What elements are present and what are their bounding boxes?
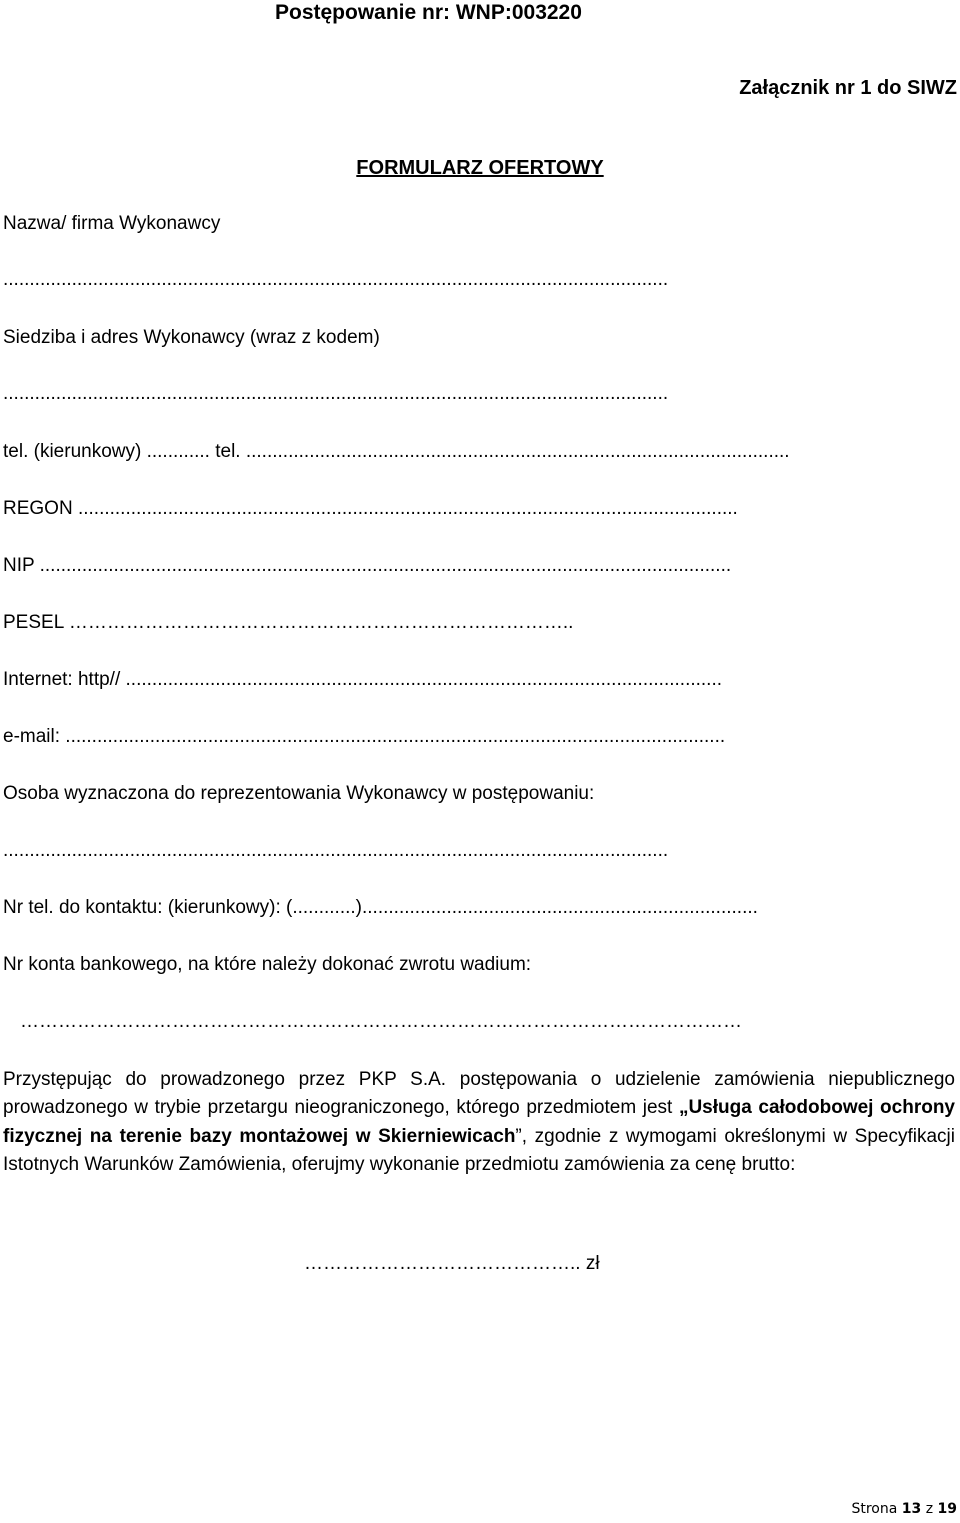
internet-field[interactable]: Internet: http// ................................................................................................................. — [3, 669, 723, 690]
offer-intro: Przystępując do prowadzonego przez PKP S.A. postępowania o udzielenie zamówienia niepublicznego prowadzonego w trybie przetargu nieograniczonego, którego przedmiotem jest — [3, 1069, 955, 1119]
form-title: FORMULARZ OFERTOWY — [356, 157, 604, 179]
address-label: Siedziba i adres Wykonawcy (wraz z kodem) — [3, 327, 380, 348]
company-name-field[interactable]: .............................................................................................................................. — [3, 269, 669, 290]
bank-account-field[interactable]: …………………………………………………………………………………………………… — [20, 1011, 742, 1032]
page-footer — [851, 1501, 957, 1517]
representative-field[interactable]: .............................................................................................................................. — [3, 840, 669, 861]
footer-label: Strona — [851, 1501, 898, 1517]
gross-price-field[interactable]: …………………………………….. zł — [304, 1253, 600, 1274]
regon-field[interactable]: REGON ............................................................................................................................. — [3, 498, 738, 519]
nip-field[interactable]: NIP ................................................................................................................................... — [3, 555, 732, 576]
representative-label: Osoba wyznaczona do reprezentowania Wykonawcy w postępowaniu: — [3, 783, 595, 804]
offer-outro: ”, zgodnie z wymogami określonymi w Specyfikacji Istotnych Warunków Zamówienia, oferujmy wykonanie przedmiotu zamówienia za cenę brutto: — [3, 1125, 955, 1175]
address-field[interactable]: .............................................................................................................................. — [3, 383, 669, 404]
company-name-label: Nazwa/ firma Wykonawcy — [3, 213, 221, 234]
footer-page-number: 13 — [901, 1501, 922, 1517]
procedure-number: Postępowanie nr: WNP:003220 — [275, 1, 582, 24]
contact-phone-field[interactable]: Nr tel. do kontaktu: (kierunkowy): (............)........................................................................... — [3, 897, 758, 918]
footer-of: z — [925, 1501, 934, 1517]
attachment-label: Załącznik nr 1 do SIWZ — [739, 77, 957, 99]
pesel-field[interactable]: PESEL …………………………………………………………………….. — [3, 612, 574, 633]
bank-account-label: Nr konta bankowego, na które należy dokonać zwrotu wadium: — [3, 954, 532, 975]
email-field[interactable]: e-mail: ............................................................................................................................. — [3, 726, 726, 747]
phone-field[interactable]: tel. (kierunkowy) ............ tel. ....................................................................................................... — [3, 441, 790, 462]
offer-subject: „Usługa całodobowej ochrony fizycznej na terenie bazy montażowej w Skierniewicach — [3, 1097, 955, 1147]
offer-paragraph — [3, 1066, 955, 1179]
footer-total-pages: 19 — [937, 1501, 957, 1517]
